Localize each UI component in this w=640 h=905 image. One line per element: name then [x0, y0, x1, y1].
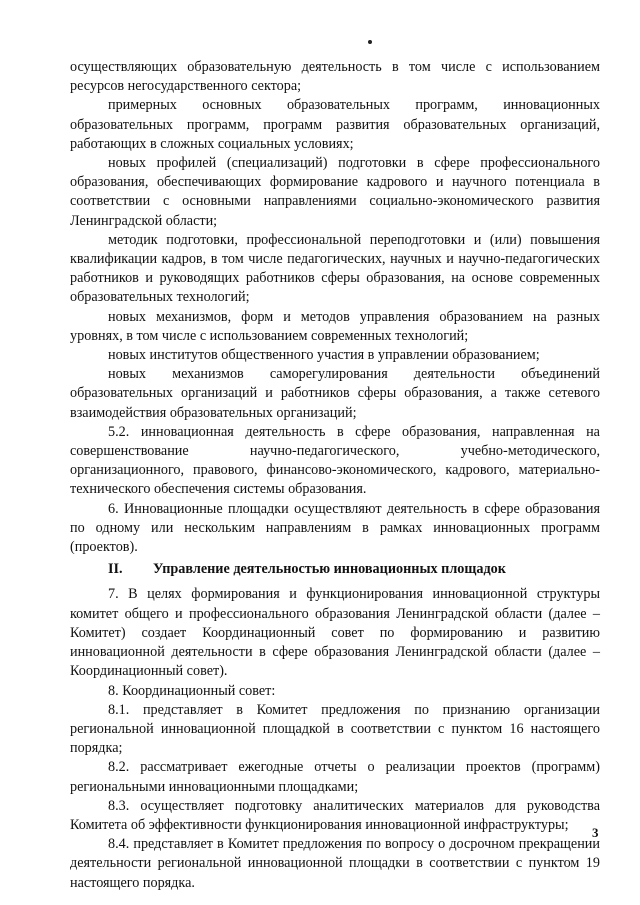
paragraph: 5.2. инновационная деятельность в сфере образования, направленная на совершенствование научно-педагогического, учебно-методического, организационного, правового, финансово-экономического, кадрового, материально-технического обеспечения системы образования.: [70, 423, 600, 498]
paragraph: 8.3. осуществляет подготовку аналитических материалов для руководства Комитета об эффективности функционирования инновационной инфраструктуры;: [70, 797, 600, 833]
paragraph: 8.4. представляет в Комитет предложения по вопросу о досрочном прекращении деятельности региональной инновационной площадки в соответствии с пунктом 19 настоящего порядка.: [70, 836, 600, 891]
section-title: Управление деятельностью инновационных площадок: [153, 561, 506, 578]
paragraph: осуществляющих образовательную деятельность в том числе с использованием ресурсов негосударственного сектора;: [70, 59, 600, 95]
paragraph: примерных основных образовательных программ, инновационных образовательных программ, программ развития образовательных организаций, работающих в сложных социальных условиях;: [70, 97, 600, 152]
section-number: II.: [108, 561, 123, 578]
paragraph: новых профилей (специализаций) подготовки в сфере профессионального образования, обеспечивающих формирование кадрового и научного потенциала в соответствии с основными направлениями социально-экономического развития Ленинградской области;: [70, 155, 600, 229]
page-number: 3: [592, 825, 599, 840]
section-heading: [70, 560, 600, 579]
scan-speck: [368, 40, 372, 44]
paragraph: 8.1. представляет в Комитет предложения по признанию организации региональной инновационной площадкой в соответствии с пунктом 16 настоящего порядка;: [70, 701, 600, 757]
paragraph: 8. Координационный совет:: [108, 682, 276, 699]
paragraph: методик подготовки, профессиональной переподготовки и (или) повышения квалификации кадров, в том числе педагогических, научных и научно-педагогических работников и руководящих работников сферы образования, на основе современных образовательных технологий;: [70, 231, 600, 306]
paragraph: 8.2. рассматривает ежегодные отчеты о реализации проектов (программ) региональными инновационными площадками;: [70, 759, 600, 795]
paragraph: новых механизмов, форм и методов управления образованием на разных уровнях, в том числе с использованием современных технологий;: [70, 308, 600, 344]
document-page: [70, 58, 600, 893]
paragraph: новых механизмов саморегулирования деятельности объединений образовательных организаций и работников сферы образования, а также сетевого взаимодействия образовательных организаций;: [70, 366, 600, 421]
paragraph: новых институтов общественного участия в управлении образованием;: [108, 347, 540, 364]
paragraph: 6. Инновационные площадки осуществляют деятельность в сфере образования по одному или нескольким направлениям в рамках инновационных программ (проектов).: [70, 500, 600, 556]
paragraph: 7. В целях формирования и функционирования инновационной структуры комитет общего и профессионального образования Ленинградской области (далее – Комитет) создает Координационный совет по формированию и развитию инновационной деятельности в сфере образования Ленинградской области (далее – Координационный совет).: [70, 586, 600, 680]
